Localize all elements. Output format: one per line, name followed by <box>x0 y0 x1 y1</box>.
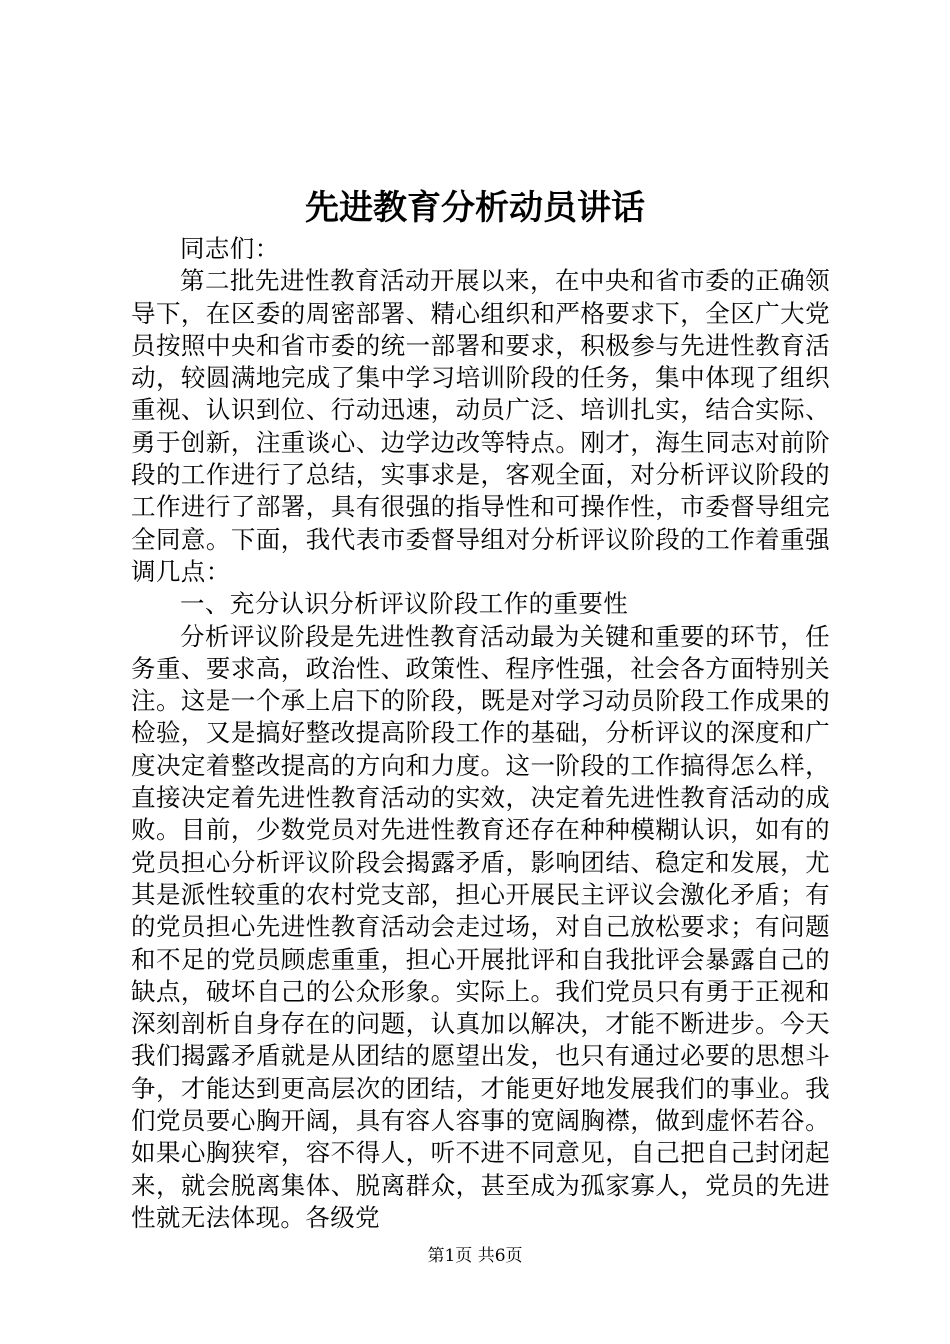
salutation-paragraph: 同志们： <box>180 234 280 263</box>
document-title: 先进教育分析动员讲话 <box>305 188 645 228</box>
page-number-footer: 第1页 共6页 <box>427 1246 523 1266</box>
section-body-paragraph: 分析评议阶段是先进性教育活动最为关键和重要的环节，任务重、要求高，政治性、政策性、程序性强，社会各方面特别关注。这是一个承上启下的阶段，既是对学习动员阶段工作成果的检验，又是搞好整改提高阶段工作的基础，分析评议的深度和广度决定着整改提高的方向和力度。这一阶段的工作搞得怎么样，直接决定着先进性教育活动的实效，决定着先进性教育活动的成败。目前，少数党员对先进性教育还存在种种模糊认识，如有的党员担心分析评议阶段会揭露矛盾，影响团结、稳定和发展，尤其是派性较重的农村党支部，担心开展民主评议会激化矛盾；有的党员担心先进性教育活动会走过场，对自己放松要求；有问题和不足的党员顾虑重重，担心开展批评和自我批评会暴露自己的缺点，破坏自己的公众形象。实际上。我们党员只有勇于正视和深刻剖析自身存在的问题，认真加以解决，才能不断进步。今天我们揭露矛盾就是从团结的愿望出发，也只有通过必要的思想斗争，才能达到更高层次的团结，才能更好地发展我们的事业。我们党员要心胸开阔，具有容人容事的宽阔胸襟，做到虚怀若谷。如果心胸狭窄，容不得人，听不进不同意见，自己把自己封闭起来，就会脱离集体、脱离群众，甚至成为孤家寡人，党员的先进性就无法体现。各级党 <box>131 621 830 1232</box>
section-heading: 一、充分认识分析评议阶段工作的重要性 <box>180 589 629 619</box>
intro-paragraph: 第二批先进性教育活动开展以来，在中央和省市委的正确领导下，在区委的周密部署、精心组织和严格要求下，全区广大党员按照中央和省市委的统一部署和要求，积极参与先进性教育活动，较圆满地完成了集中学习培训阶段的任务，集中体现了组织重视、认识到位、行动迅速，动员广泛、培训扎实，结合实际、勇于创新，注重谈心、边学边改等特点。刚才，海生同志对前阶段的工作进行了总结，实事求是，客观全面，对分析评议阶段的工作进行了部署，具有很强的指导性和可操作性，市委督导组完全同意。下面，我代表市委督导组对分析评议阶段的工作着重强调几点： <box>131 266 830 586</box>
document-body <box>131 233 830 1234</box>
